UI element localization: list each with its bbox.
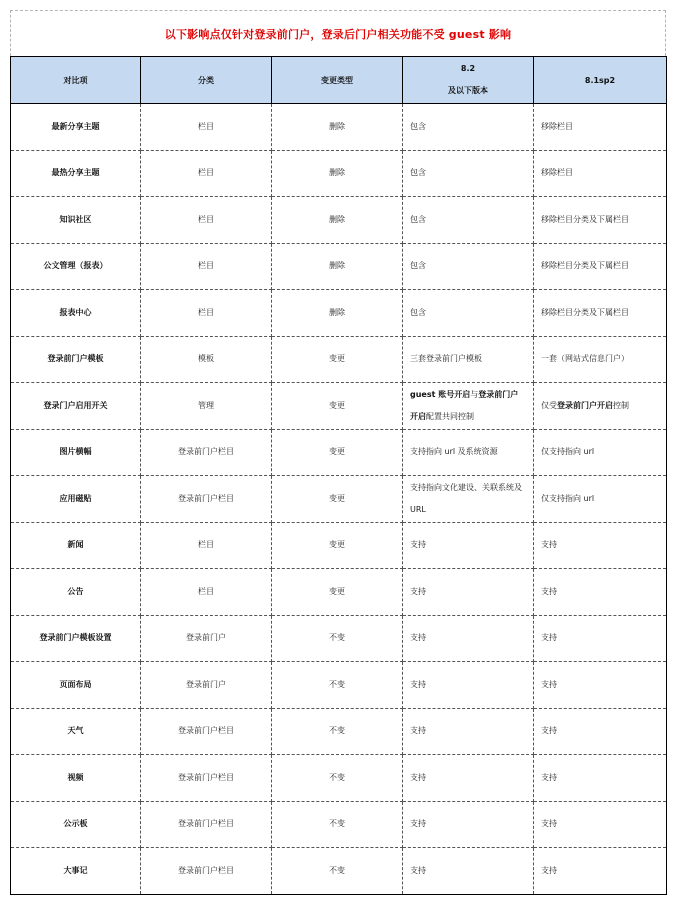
row-item-name: 大事记 bbox=[11, 848, 141, 895]
row-change-type: 不变 bbox=[272, 848, 403, 895]
row-category: 栏目 bbox=[141, 522, 272, 569]
row-category: 登录前门户 bbox=[141, 662, 272, 709]
row-v81sp2-part: 控制 bbox=[613, 400, 629, 410]
table-row bbox=[11, 662, 667, 709]
row-item-name: 应用磁贴 bbox=[11, 476, 141, 523]
table-row bbox=[11, 150, 667, 197]
row-change-type: 不变 bbox=[272, 662, 403, 709]
row-item-name: 图片横幅 bbox=[11, 429, 141, 476]
row-item-name: 天气 bbox=[11, 708, 141, 755]
row-category: 登录前门户栏目 bbox=[141, 801, 272, 848]
header-item: 对比项 bbox=[11, 57, 141, 104]
table-row bbox=[11, 336, 667, 383]
row-category: 栏目 bbox=[141, 569, 272, 616]
row-v81sp2-part: 登录前门户开启 bbox=[557, 400, 613, 410]
table-header-row bbox=[11, 57, 667, 104]
row-v82-value: 支持 bbox=[403, 755, 534, 802]
row-item-name: 最新分享主题 bbox=[11, 104, 141, 151]
row-v81sp2-value: 移除栏目分类及下属栏目 bbox=[534, 290, 667, 337]
row-v82-part: guest 账号开启 bbox=[410, 389, 471, 399]
row-v81sp2-value: 支持 bbox=[534, 662, 667, 709]
row-category: 栏目 bbox=[141, 290, 272, 337]
row-item-name: 页面布局 bbox=[11, 662, 141, 709]
row-change-type: 删除 bbox=[272, 104, 403, 151]
row-v81sp2-value: 仅支持指向 url bbox=[534, 429, 667, 476]
table-row bbox=[11, 848, 667, 895]
table-row bbox=[11, 569, 667, 616]
row-change-type: 不变 bbox=[272, 801, 403, 848]
table-row bbox=[11, 243, 667, 290]
row-category: 栏目 bbox=[141, 243, 272, 290]
row-v82-value: 支持 bbox=[403, 662, 534, 709]
table-row bbox=[11, 290, 667, 337]
row-category: 登录前门户栏目 bbox=[141, 848, 272, 895]
row-v82-value: 支持指向文化建设、关联系统及 URL bbox=[403, 476, 534, 523]
row-v82-value: 支持 bbox=[403, 615, 534, 662]
row-v81sp2-value: 移除栏目分类及下属栏目 bbox=[534, 243, 667, 290]
row-v81sp2-value: 一套（网站式信息门户） bbox=[534, 336, 667, 383]
row-v81sp2-value: 支持 bbox=[534, 801, 667, 848]
row-v82-value: 支持 bbox=[403, 801, 534, 848]
row-change-type: 变更 bbox=[272, 522, 403, 569]
table-row bbox=[11, 801, 667, 848]
row-category: 栏目 bbox=[141, 197, 272, 244]
row-change-type: 删除 bbox=[272, 243, 403, 290]
row-v81sp2-value: 支持 bbox=[534, 848, 667, 895]
row-v82-value: 包含 bbox=[403, 104, 534, 151]
row-v82-value bbox=[403, 383, 534, 430]
title-box bbox=[10, 10, 666, 56]
row-category: 登录前门户栏目 bbox=[141, 755, 272, 802]
row-v82-value: 包含 bbox=[403, 290, 534, 337]
comparison-table bbox=[10, 56, 667, 895]
row-category: 登录前门户栏目 bbox=[141, 429, 272, 476]
row-item-name: 登录前门户模板设置 bbox=[11, 615, 141, 662]
table-row bbox=[11, 615, 667, 662]
row-category: 管理 bbox=[141, 383, 272, 430]
table-row bbox=[11, 708, 667, 755]
document-title: 以下影响点仅针对登录前门户，登录后门户相关功能不受 guest 影响 bbox=[164, 27, 512, 41]
row-v82-value: 支持 bbox=[403, 708, 534, 755]
header-v82-line2: 及以下版本 bbox=[448, 86, 488, 95]
row-item-name: 公示板 bbox=[11, 801, 141, 848]
row-item-name: 报表中心 bbox=[11, 290, 141, 337]
row-change-type: 变更 bbox=[272, 569, 403, 616]
row-change-type: 不变 bbox=[272, 708, 403, 755]
row-v81sp2-value: 支持 bbox=[534, 615, 667, 662]
row-item-name: 视频 bbox=[11, 755, 141, 802]
row-v82-part: 登录前门户开 bbox=[410, 389, 519, 421]
row-v82-value: 三套登录前门户模板 bbox=[403, 336, 534, 383]
row-change-type: 不变 bbox=[272, 615, 403, 662]
table-row bbox=[11, 429, 667, 476]
row-v82-value: 包含 bbox=[403, 243, 534, 290]
row-item-name: 最热分享主题 bbox=[11, 150, 141, 197]
row-category: 登录前门户 bbox=[141, 615, 272, 662]
row-v82-part: 启 bbox=[418, 411, 426, 421]
table-row bbox=[11, 383, 667, 430]
row-v81sp2-value: 支持 bbox=[534, 708, 667, 755]
header-change-type: 变更类型 bbox=[272, 57, 403, 104]
row-category: 登录前门户栏目 bbox=[141, 708, 272, 755]
row-v81sp2-value: 支持 bbox=[534, 522, 667, 569]
row-v82-value: 支持指向 url 及系统资源 bbox=[403, 429, 534, 476]
row-v82-value: 支持 bbox=[403, 848, 534, 895]
row-v82-part: 配置共同控制 bbox=[426, 411, 474, 421]
row-change-type: 不变 bbox=[272, 755, 403, 802]
row-category: 栏目 bbox=[141, 150, 272, 197]
row-v81sp2-value bbox=[534, 383, 667, 430]
table-row bbox=[11, 522, 667, 569]
header-v82-line1: 8.2 bbox=[460, 64, 476, 73]
table-row bbox=[11, 755, 667, 802]
row-item-name: 公告 bbox=[11, 569, 141, 616]
row-v81sp2-part: 仅受 bbox=[541, 400, 557, 410]
row-item-name: 新闻 bbox=[11, 522, 141, 569]
table-row bbox=[11, 476, 667, 523]
header-category: 分类 bbox=[141, 57, 272, 104]
row-item-name: 登录门户启用开关 bbox=[11, 383, 141, 430]
row-change-type: 变更 bbox=[272, 336, 403, 383]
row-item-name: 登录前门户模板 bbox=[11, 336, 141, 383]
row-change-type: 删除 bbox=[272, 290, 403, 337]
row-change-type: 删除 bbox=[272, 150, 403, 197]
row-category: 栏目 bbox=[141, 104, 272, 151]
row-v82-value: 支持 bbox=[403, 569, 534, 616]
row-v81sp2-value: 支持 bbox=[534, 755, 667, 802]
row-v81sp2-value: 支持 bbox=[534, 569, 667, 616]
row-item-name: 公文管理（报表） bbox=[11, 243, 141, 290]
row-v82-value: 包含 bbox=[403, 197, 534, 244]
row-v81sp2-value: 移除栏目 bbox=[534, 150, 667, 197]
row-category: 模板 bbox=[141, 336, 272, 383]
header-v81sp2: 8.1sp2 bbox=[534, 57, 667, 104]
row-v81sp2-value: 仅支持指向 url bbox=[534, 476, 667, 523]
row-change-type: 删除 bbox=[272, 197, 403, 244]
row-v81sp2-value: 移除栏目 bbox=[534, 104, 667, 151]
document-sheet bbox=[10, 10, 666, 892]
row-v82-value: 支持 bbox=[403, 522, 534, 569]
row-change-type: 变更 bbox=[272, 429, 403, 476]
row-v82-value: 包含 bbox=[403, 150, 534, 197]
row-change-type: 变更 bbox=[272, 383, 403, 430]
row-item-name: 知识社区 bbox=[11, 197, 141, 244]
header-v82 bbox=[403, 57, 534, 104]
row-v81sp2-value: 移除栏目分类及下属栏目 bbox=[534, 197, 667, 244]
table-row bbox=[11, 104, 667, 151]
row-category: 登录前门户栏目 bbox=[141, 476, 272, 523]
row-v82-part: 与 bbox=[470, 389, 479, 399]
row-change-type: 变更 bbox=[272, 476, 403, 523]
table-row bbox=[11, 197, 667, 244]
